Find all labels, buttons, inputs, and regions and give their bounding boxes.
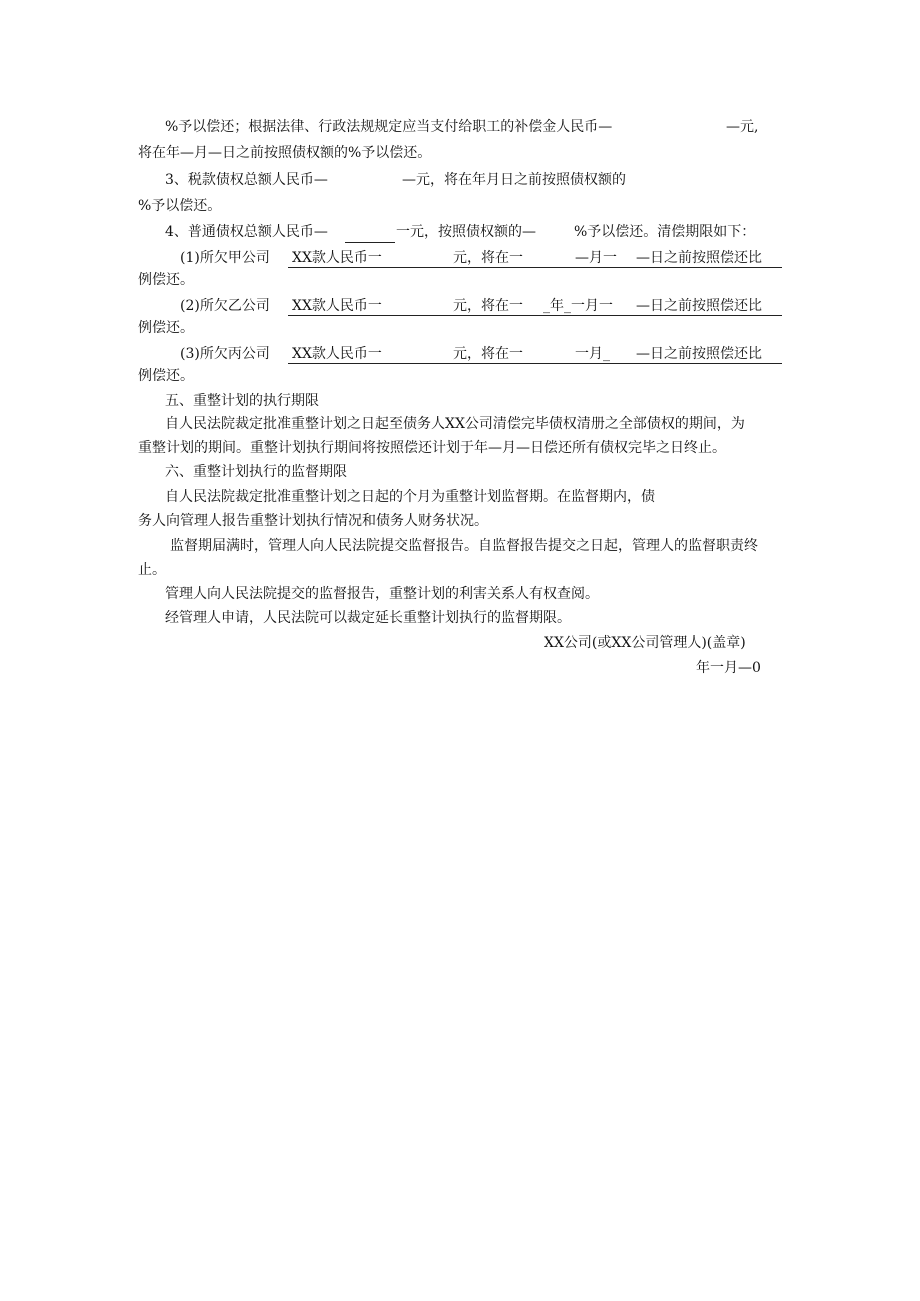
paragraph-line: 经管理人申请，人民法院可以裁定延长重整计划执行的监督期限。 <box>165 610 571 626</box>
signature-line: XX公司(或XX公司管理人)(盖章) <box>544 635 746 651</box>
debt-item-amount: XX款人民币一 <box>292 346 382 362</box>
general-claim-line-mid: 一元，按照债权额的— <box>396 224 536 240</box>
paragraph-line: 重整计划的期间。重整计划执行期间将按照偿还计划于年—月—日偿还所有债权完毕之日终止。 <box>138 440 726 456</box>
debt-item-label: (3)所欠丙公司 <box>180 346 270 362</box>
section-heading-5: 五、重整计划的执行期限 <box>165 393 319 409</box>
debt-item-ratio: —日之前按照偿还比 <box>636 250 762 266</box>
debt-item-month: _年_一月一 <box>543 298 613 314</box>
debt-item-continuation: 例偿还。 <box>138 368 194 384</box>
debt-item-amount: XX款人民币一 <box>292 298 382 314</box>
general-claim-line-end: %予以偿还。清偿期限如下： <box>574 224 756 240</box>
date-line: 年一月—0 <box>696 660 761 676</box>
debt-item-month: 一月_ <box>575 346 610 362</box>
debt-item-label: (2)所欠乙公司 <box>180 298 270 314</box>
paragraph-line: 止。 <box>138 562 166 578</box>
paragraph-line: 监督期届满时，管理人向人民法院提交监督报告。自监督报告提交之日起，管理人的监督职责终 <box>170 538 758 554</box>
paragraph-line: 自人民法院裁定批准重整计划之日起至债务人XX公司清偿完毕债权清册之全部债权的期间，为 <box>165 416 745 432</box>
debt-item-continuation: 例偿还。 <box>138 272 194 288</box>
form-underline <box>288 267 782 268</box>
paragraph-line: 管理人向人民法院提交的监督报告，重整计划的利害关系人有权查阅。 <box>165 586 599 602</box>
tax-claim-line-end: —元，将在年月日之前按照债权额的 <box>402 172 626 188</box>
form-underline <box>288 315 782 316</box>
debt-item-ratio: —日之前按照偿还比 <box>636 298 762 314</box>
debt-item-month: —月一 <box>575 250 617 266</box>
debt-item-label: (1)所欠甲公司 <box>180 250 270 266</box>
paragraph-line: 务人向管理人报告重整计划执行情况和债务人财务状况。 <box>138 513 488 529</box>
debt-item-time: 元，将在一 <box>453 250 523 266</box>
debt-item-amount: XX款人民币一 <box>292 250 382 266</box>
debt-item-continuation: 例偿还。 <box>138 320 194 336</box>
paragraph-line: %予以偿还；根据法律、行政法规规定应当支付给职工的补偿金人民币— <box>165 119 613 135</box>
blank-underline <box>345 242 395 243</box>
paragraph-line-end: —元, <box>726 119 759 135</box>
paragraph-line: 将在年—月—日之前按照债权额的%予以偿还。 <box>138 145 432 161</box>
debt-item-time: 元，将在一 <box>453 346 523 362</box>
form-underline <box>288 363 782 364</box>
debt-item-ratio: —日之前按照偿还比 <box>636 346 762 362</box>
debt-item-time: 元，将在一 <box>453 298 523 314</box>
general-claim-line: 4、普通债权总额人民币— <box>165 224 328 240</box>
section-heading-6: 六、重整计划执行的监督期限 <box>165 464 347 480</box>
paragraph-line: 自人民法院裁定批准重整计划之日起的个月为重整计划监督期。在监督期内，债 <box>165 489 655 505</box>
paragraph-line: %予以偿还。 <box>138 198 222 214</box>
tax-claim-line: 3、税款债权总额人民币— <box>165 172 328 188</box>
